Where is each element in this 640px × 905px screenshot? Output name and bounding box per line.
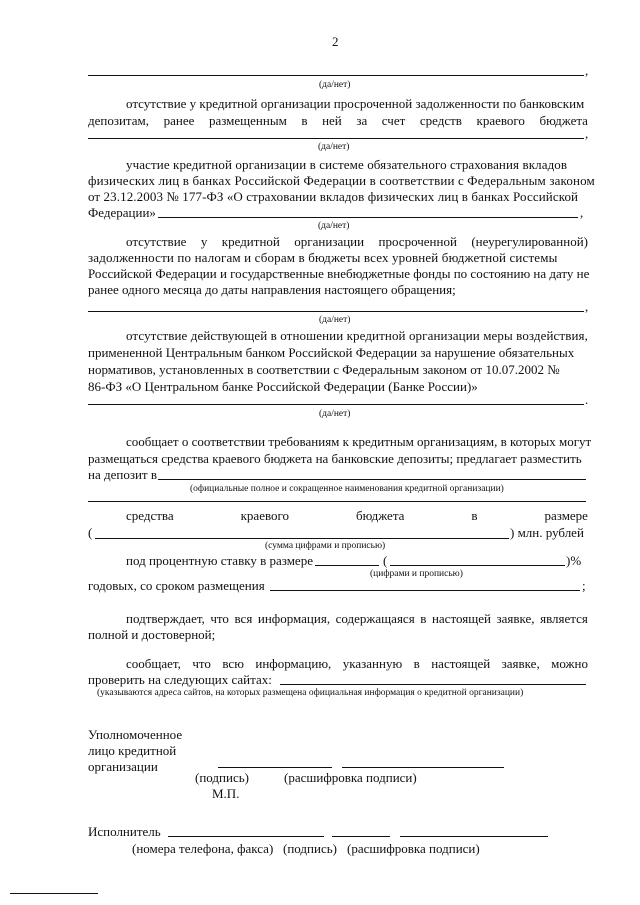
answer-line[interactable] [88, 404, 584, 405]
authorized-decode-line[interactable] [342, 767, 504, 768]
executor-decode-line[interactable] [400, 836, 548, 837]
decode-caption: (расшифровка подписи) [284, 770, 417, 785]
executor-label: Исполнитель [88, 824, 161, 839]
phone-caption: (номера телефона, факса) [132, 841, 274, 856]
authorized-sign-line[interactable] [218, 767, 332, 768]
rate-label: под процентную ставку в размере [126, 553, 313, 568]
sites-line[interactable] [280, 684, 586, 685]
rate-words-line[interactable] [390, 565, 565, 566]
para-measures-line4: 86-ФЗ «О Центральном банке Российской Федерации (Банке России)» [88, 379, 478, 394]
rate-digits-line[interactable] [315, 565, 379, 566]
para-taxes-line2: задолженности по налогам и сборам в бюджеты всех уровней бюджетной системы [88, 250, 558, 265]
para-overdue-line2: депозитам, ранее размещенным в ней за счет средств краевого бюджета [88, 113, 588, 128]
seal-label: М.П. [212, 786, 240, 801]
para-sites-line2: проверить на следующих сайтах: [88, 672, 272, 687]
authorized-label-1: Уполномоченное [88, 727, 183, 742]
sum-line[interactable] [95, 538, 509, 539]
bank-name-line-2[interactable] [88, 501, 586, 502]
answer-line[interactable] [88, 311, 584, 312]
sites-caption: (указываются адреса сайтов, на которых размещена официальная информация о кредитной организации) [97, 688, 524, 698]
yes-no-caption: (да/нет) [319, 315, 351, 325]
exec-sign-caption: (подпись) [283, 841, 337, 856]
para-insurance-line4: Федерации» [88, 205, 156, 220]
para-taxes-line4: ранее одного месяца до даты направления настоящего обращения; [88, 282, 456, 297]
yes-no-caption: (да/нет) [318, 221, 350, 231]
para-overdue-line1: отсутствие у кредитной организации просроченной задолженности по банковским [126, 96, 585, 111]
exec-decode-caption: (расшифровка подписи) [347, 841, 480, 856]
term-line[interactable] [270, 590, 580, 591]
answer-line[interactable] [88, 75, 584, 76]
bank-name-line[interactable] [158, 479, 586, 480]
para-sites-line1: сообщает, что всю информацию, указанную в настоящей заявке, можно [126, 656, 588, 671]
executor-phone-line[interactable] [168, 836, 324, 837]
mln-rub-label: ) млн. рублей [510, 525, 584, 540]
executor-sign-line[interactable] [332, 836, 390, 837]
para-confirms-line2: полной и достоверной; [88, 627, 216, 642]
para-insurance-line2: физических лиц в банках Российской Федерации в соответствии с Федеральным законом [88, 173, 595, 188]
para-measures-line1: отсутствие действующей в отношении кредитной организации меры воздействия, [126, 328, 588, 343]
bank-name-caption: (официальные полное и сокращенное наименования кредитной организации) [190, 484, 504, 494]
para-confirms-line1: подтверждает, что вся информация, содержащаяся в настоящей заявке, является [126, 611, 588, 626]
authorized-label-3: организации [88, 759, 158, 774]
sign-caption: (подпись) [195, 770, 249, 785]
footnote-separator [10, 893, 98, 894]
para-insurance-line3: от 23.12.2003 № 177-ФЗ «О страховании вкладов физических лиц в банках Российской [88, 189, 579, 204]
para-measures-line3: нормативов, установленных в соответствии с Федеральным законом от 10.07.2002 № [88, 362, 560, 377]
para-insurance-line1: участие кредитной организации в системе обязательного страхования вкладов [126, 157, 568, 172]
para-taxes-line3: Российской Федерации и государственные внебюджетные фонды по состоянию на дату не [88, 266, 590, 281]
para-reports-line2: размещаться средства краевого бюджета на банковские депозиты; предлагает разместить [88, 451, 582, 466]
page-number: 2 [332, 34, 339, 49]
answer-line[interactable] [88, 138, 584, 139]
yes-no-caption: (да/нет) [319, 409, 351, 419]
sum-caption: (сумма цифрами и прописью) [265, 541, 386, 551]
para-taxes-line1: отсутствие у кредитной организации просроченной (неурегулированной) [126, 234, 588, 249]
para-reports-line3: на депозит в [88, 467, 157, 482]
yes-no-caption: (да/нет) [318, 142, 350, 152]
rate-caption: (цифрами и прописью) [370, 569, 463, 579]
answer-line[interactable] [158, 217, 578, 218]
yes-no-caption: (да/нет) [319, 80, 351, 90]
funds-line: средства краевого бюджета в размере [126, 508, 588, 523]
authorized-label-2: лицо кредитной [88, 743, 177, 758]
para-measures-line2: примененной Центральным банком Российской Федерации за нарушение обязательных [88, 345, 575, 360]
term-label: годовых, со сроком размещения [88, 578, 265, 593]
para-reports-line1: сообщает о соответствии требованиям к кредитным организациям, в которых могут [126, 434, 592, 449]
